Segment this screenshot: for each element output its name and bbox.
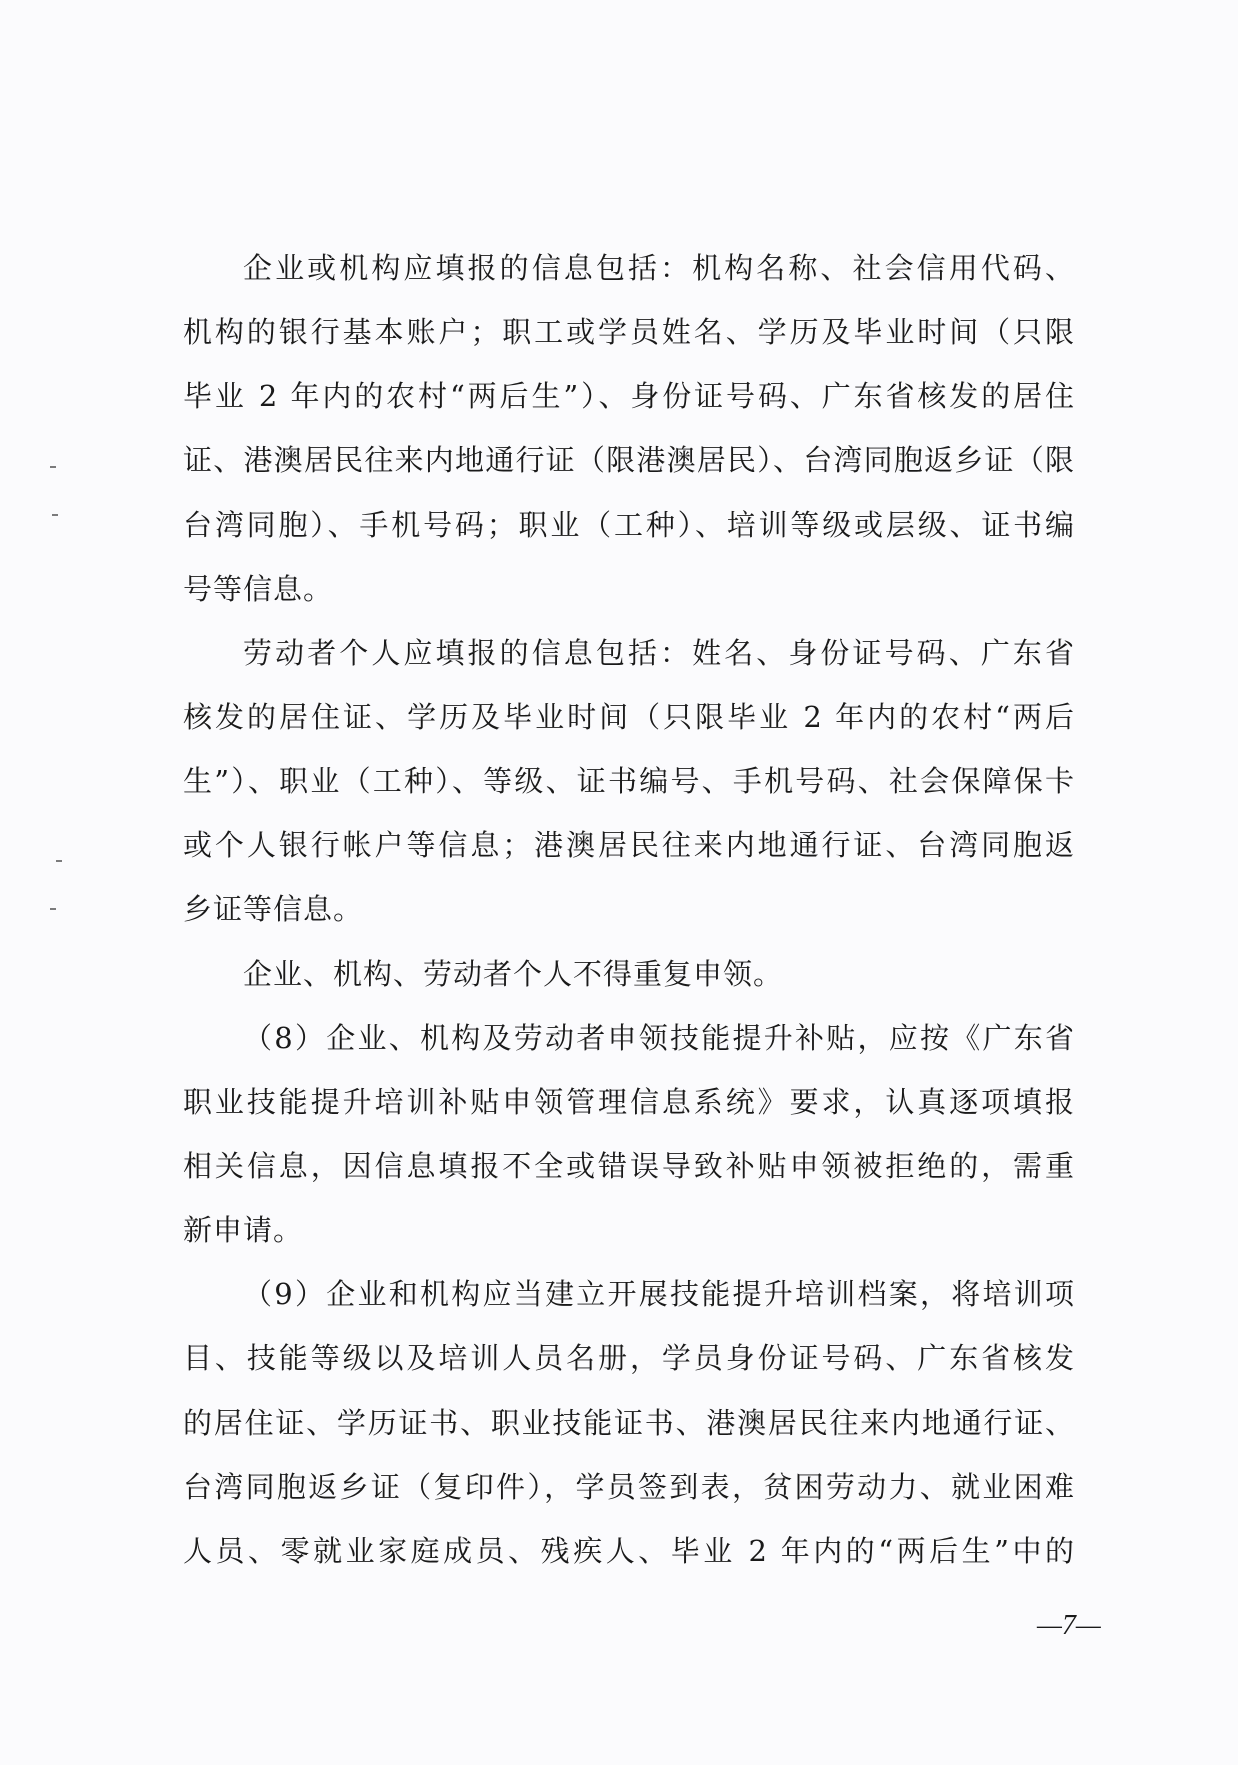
text-line: 证、港澳居民往来内地通行证（限港澳居民）、台湾同胞返乡证（限 bbox=[183, 443, 1075, 478]
text-line: 目、技能等级以及培训人员名册，学员身份证号码、广东省核发 bbox=[183, 1341, 1075, 1376]
document-body bbox=[183, 236, 1075, 1583]
text-line: 的居住证、学历证书、职业技能证书、港澳居民往来内地通行证、 bbox=[183, 1405, 1075, 1440]
paragraph-item-9 bbox=[183, 1262, 1075, 1583]
text-line: 号等信息。 bbox=[183, 571, 334, 606]
text-line: 职业技能提升培训补贴申领管理信息系统》要求，认真逐项填报 bbox=[183, 1084, 1075, 1119]
binding-mark bbox=[50, 908, 56, 910]
page-number: —7— bbox=[1037, 1610, 1101, 1641]
text-line: 劳动者个人应填报的信息包括：姓名、身份证号码、广东省 bbox=[243, 635, 1075, 670]
paragraph-enterprise-info bbox=[183, 236, 1075, 621]
text-line: 生”）、职业（工种）、等级、证书编号、手机号码、社会保障保卡 bbox=[183, 764, 1075, 799]
text-line: 企业、机构、劳动者个人不得重复申领。 bbox=[243, 956, 784, 991]
text-line: 台湾同胞返乡证（复印件），学员签到表，贫困劳动力、就业困难 bbox=[183, 1469, 1075, 1504]
text-line: 乡证等信息。 bbox=[183, 892, 364, 927]
text-line: 毕业 2 年内的农村“两后生”）、身份证号码、广东省核发的居住 bbox=[183, 379, 1075, 414]
text-line: （8）企业、机构及劳动者申领技能提升补贴，应按《广东省 bbox=[243, 1020, 1075, 1055]
text-line: 人员、零就业家庭成员、残疾人、毕业 2 年内的“两后生”中的 bbox=[183, 1533, 1075, 1568]
text-line: 机构的银行基本账户；职工或学员姓名、学历及毕业时间（只限 bbox=[183, 315, 1075, 350]
text-line: 相关信息，因信息填报不全或错误导致补贴申领被拒绝的，需重 bbox=[183, 1148, 1075, 1183]
paragraph-worker-info bbox=[183, 621, 1075, 942]
binding-mark bbox=[56, 860, 62, 862]
text-line: 台湾同胞）、手机号码；职业（工种）、培训等级或层级、证书编 bbox=[183, 507, 1075, 542]
text-line: 核发的居住证、学历及毕业时间（只限毕业 2 年内的农村“两后 bbox=[183, 699, 1075, 734]
text-line: （9）企业和机构应当建立开展技能提升培训档案，将培训项 bbox=[243, 1277, 1075, 1312]
binding-mark bbox=[52, 514, 58, 516]
paragraph-no-duplicate bbox=[183, 942, 1075, 1006]
text-line: 企业或机构应填报的信息包括：机构名称、社会信用代码、 bbox=[243, 251, 1075, 285]
text-line: 或个人银行帐户等信息；港澳居民往来内地通行证、台湾同胞返 bbox=[183, 828, 1075, 863]
text-line: 新申请。 bbox=[183, 1213, 304, 1248]
binding-mark bbox=[50, 466, 56, 468]
paragraph-item-8 bbox=[183, 1006, 1075, 1263]
